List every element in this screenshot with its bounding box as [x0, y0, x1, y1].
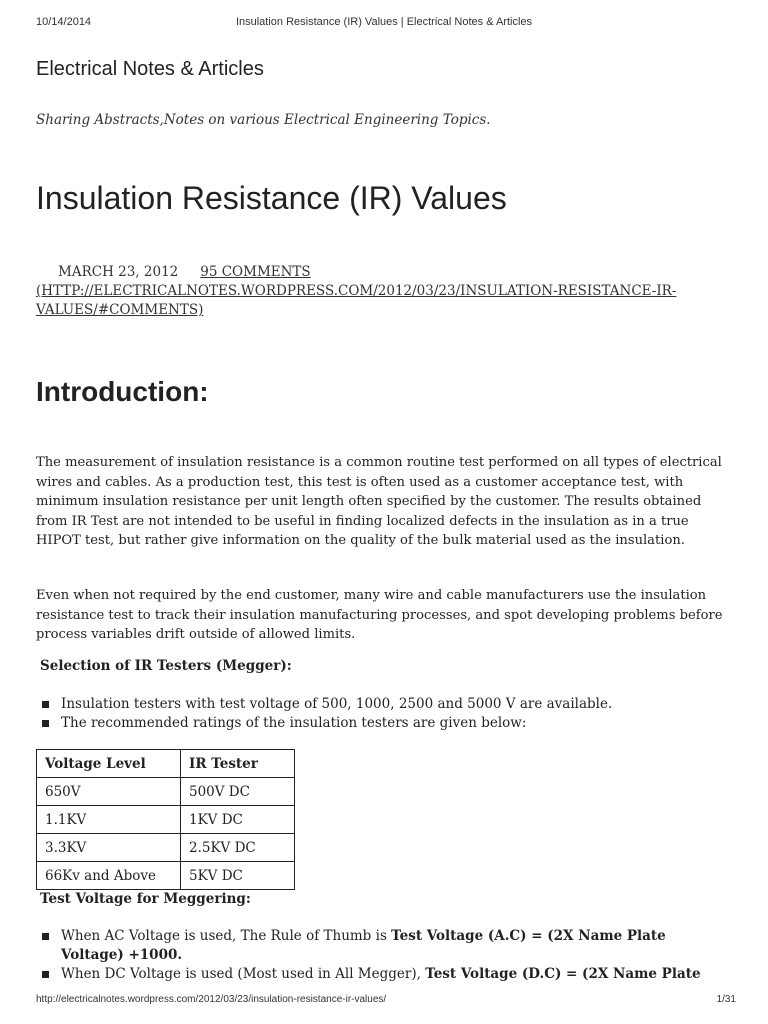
- table-row: [37, 778, 295, 806]
- list-item-text: The recommended ratings of the insulation testers are given below:: [61, 715, 527, 731]
- table-header-row: [37, 750, 295, 778]
- list-item: [42, 695, 732, 714]
- bullet-icon: [42, 701, 49, 708]
- intro-paragraph-2: Even when not required by the end customer, many wire and cable manufacturers use the insulation resistance test to track their insulation manufacturing processes, and spot developing problems before process variables drift outside of allowed limits.: [36, 588, 723, 642]
- list-item: [42, 714, 732, 733]
- ir-tester-table: [36, 749, 295, 890]
- site-title[interactable]: Electrical Notes & Articles: [36, 58, 264, 80]
- list-item: [42, 965, 732, 984]
- list-item-text: When DC Voltage is used (Most used in All Megger),: [61, 966, 426, 982]
- selection-heading: Selection of IR Testers (Megger):: [40, 658, 292, 674]
- table-row: [37, 862, 295, 890]
- table-cell: 66Kv and Above: [37, 862, 181, 890]
- table-cell: 2.5KV DC: [181, 834, 295, 862]
- post-title: Insulation Resistance (IR) Values: [36, 180, 507, 216]
- bullet-icon: [42, 933, 49, 940]
- site-tagline: Sharing Abstracts,Notes on various Electrical Engineering Topics.: [36, 112, 491, 128]
- print-footer-url: http://electricalnotes.wordpress.com/2012/03/23/insulation-resistance-ir-values/: [36, 994, 387, 1005]
- post-date: MARCH 23, 2012: [58, 264, 179, 280]
- table-row: [37, 834, 295, 862]
- list-item: [42, 927, 732, 965]
- post-meta: [36, 263, 736, 320]
- test-voltage-heading: Test Voltage for Meggering:: [40, 891, 251, 907]
- table-cell: 650V: [37, 778, 181, 806]
- bullet-icon: [42, 971, 49, 978]
- selection-list: [42, 695, 732, 733]
- print-header-title: Insulation Resistance (IR) Values | Electrical Notes & Articles: [235, 16, 533, 28]
- print-footer-page: 1/31: [716, 994, 736, 1005]
- intro-heading: Introduction:: [36, 376, 209, 407]
- table-cell: 500V DC: [181, 778, 295, 806]
- table-row: [37, 806, 295, 834]
- test-voltage-list: [42, 927, 732, 984]
- formula-text: Test Voltage (A.C) = (2X Name Plate Voltage) +1000.: [61, 928, 666, 963]
- table-cell: 1.1KV: [37, 806, 181, 834]
- comments-link[interactable]: 95 COMMENTS (HTTP://ELECTRICALNOTES.WORDPRESS.COM/2012/03/23/INSULATION-RESISTANCE-IR-VALUES/#COMMENTS): [36, 264, 677, 318]
- list-item-text: When AC Voltage is used, The Rule of Thumb is: [61, 928, 392, 944]
- list-item-text: Insulation testers with test voltage of 500, 1000, 2500 and 5000 V are available.: [61, 696, 613, 712]
- table-cell: 5KV DC: [181, 862, 295, 890]
- intro-paragraph-1: The measurement of insulation resistance is a common routine test performed on all types of electrical wires and cables. As a production test, this test is often used as a customer acceptance test, with minimum insulation resistance per unit length often specified by the customer. The results obtained from IR Test are not intended to be useful in finding localized defects in the insulation as in a true HIPOT test, but rather give information on the quality of the bulk material used as the insulation.: [36, 455, 722, 548]
- table-header-cell: Voltage Level: [37, 750, 181, 778]
- table-cell: 3.3KV: [37, 834, 181, 862]
- table-cell: 1KV DC: [181, 806, 295, 834]
- formula-text: Test Voltage (D.C) = (2X Name Plate: [425, 966, 701, 982]
- table-header-cell: IR Tester: [181, 750, 295, 778]
- print-header-date: 10/14/2014: [36, 16, 92, 28]
- bullet-icon: [42, 720, 49, 727]
